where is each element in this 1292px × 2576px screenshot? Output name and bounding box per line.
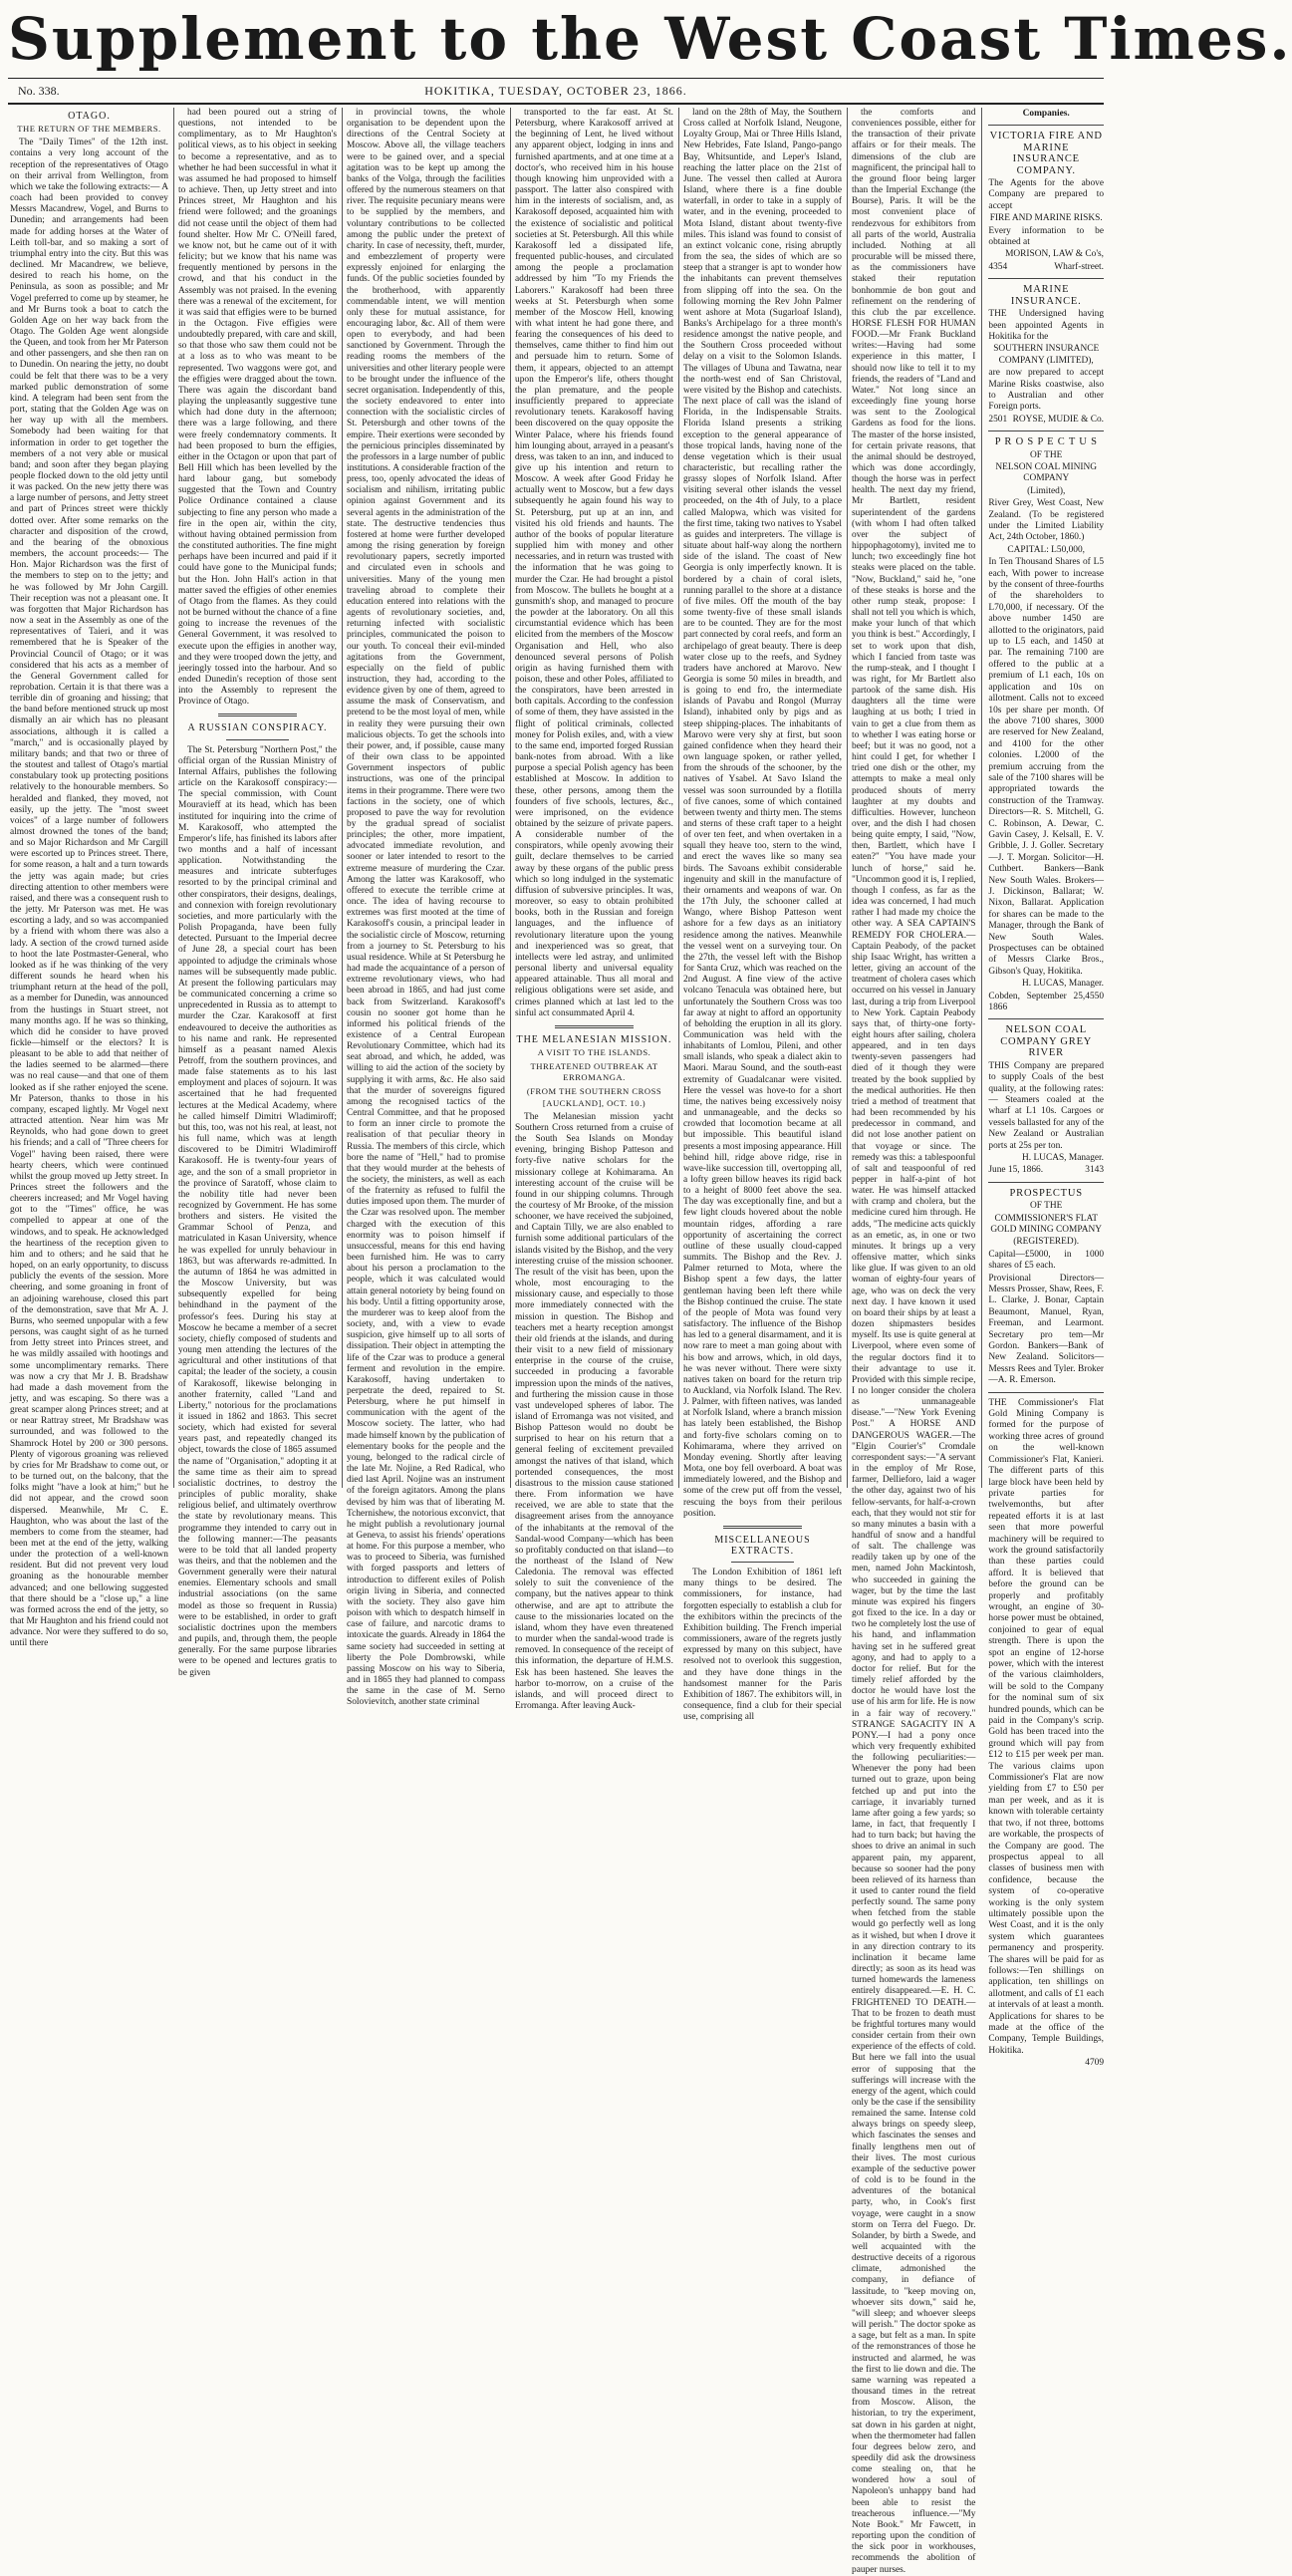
advertisements-column: [988, 108, 1105, 2069]
issue-date: HOKITIKA, TUESDAY, OCTOBER 23, 1866.: [424, 84, 687, 98]
ad-agent: MORISON, LAW & Co's,: [1005, 249, 1105, 260]
article-source: (FROM THE SOUTHERN CROSS [AUCKLAND], OCT. 10.): [526, 1086, 662, 1108]
ad-body: River Grey, West Coast, New Zealand. (To be registered under the Limited Liability Act, 24th October, 1860.): [988, 498, 1105, 543]
column-3: [347, 108, 505, 1708]
ad-commissioners-flat: [988, 1188, 1104, 2070]
column-5: [683, 108, 842, 1723]
ad-agent: ROYSE, MUDIE & Co.: [1012, 414, 1105, 425]
masthead-title: Supplement to the West Coast Times.: [8, 5, 1292, 73]
ad-number: 3143: [1085, 1165, 1105, 1176]
column-1: [10, 108, 168, 1649]
column-rule: [510, 108, 511, 1488]
ad-body: The Agents for the above Company are prepared to accept: [988, 178, 1105, 211]
ad-subtitle: OF THE: [1030, 449, 1063, 460]
ad-manager: H. LUCAS, Manager.: [1021, 1152, 1105, 1163]
article-divider: [731, 1562, 795, 1563]
ad-number: 4550: [1085, 991, 1105, 1002]
ad-marine-insurance: [988, 284, 1104, 426]
ad-capital: Capital—£5000, in 1000 shares of £5 each.: [988, 1249, 1105, 1272]
ad-company: SOUTHERN INSURANCE COMPANY (LIMITED),: [993, 344, 1100, 366]
column-6-7: [852, 108, 1105, 2575]
ad-company: COMMISSIONER'S FLAT GOLD MINING COMPANY: [990, 1213, 1103, 1235]
ad-divider: [988, 125, 1104, 126]
article-heading-miscellaneous: MISCELLANEOUS EXTRACTS.: [714, 1534, 811, 1557]
article-heading-otago: OTAGO.: [68, 111, 111, 122]
ad-divider: [988, 1182, 1104, 1183]
article-text-melanesian: The Melanesian mission yacht Southern Cross returned from a cruise of the South Sea Islands on Monday evening, bringing Bishop Patteson and forty-five native scholars for the missionary college at Kohimarama. An interesting account of the cruise will be found in our shipping columns. Through the courtesy of Mr Brooke, of the mission schooner, we have received the subjoined, and Captain Tilly, we are also enabled to furnish some additional particulars of the islands visited by the Bishop, and the very interesting cruise of the mission schooner. The result of the visit has been, upon the whole, most encouraging to the missionary cause, and especially to those more immediately connected with the mission in question. The Bishop and teachers met a hearty reception amongst their old friends at the islands, and during their visit to a new field of missionary enterprise in the course of the cruise, succeeded in producing a favorable impression upon the minds of the natives, and furthering the mission cause in those vast undeveloped spheres of labor. The island of Erromanga was not visited, and Bishop Patteson would no doubt be surprised to hear on his return that a general feeling of excitement prevailed amongst the natives of that island, which portended consequences, the most disastrous to the mission cause stationed there. From information we have received, we are able to state that the disagreement arises from the annoyance of the inhabitants at the removal of the Sandal-wood Company—which has been so profitably conducted on that island—to the northeast of the Island of New Caledonia. The removal was effected solely to suit the convenience of the company, but the natives appear to think otherwise, and are apt to attribute the cause to the missionaries located on the island, whom they have even threatened to murder when the sandal-wood trade is removed. In consequence of the receipt of this information, the departure of H.M.S. Esk has been hastened. She leaves the harbor to-morrow, on a cruise of the islands, and will proceed direct to Erromanga. After leaving Auck-: [515, 1111, 673, 1712]
ad-address: Wharf-street.: [1054, 261, 1105, 272]
ad-date: Cobden, September 25, 1866: [988, 991, 1086, 1013]
column-rule: [342, 108, 343, 1488]
ad-manager: H. LUCAS, Manager.: [1021, 979, 1105, 990]
ad-date: June 15, 1866.: [988, 1165, 1044, 1176]
ad-body: Provisional Directors—Messrs Prosser, Shaw, Rees, F. L. Clarke, J. Bonar, Captain Beaumont, Manuel, Ryan, Freeman, and Learmont. Secretary pro tem—Mr Gordon. Bankers—Bank of New Zealand. Solicitors—Messrs Rees and Tyler. Broker—A. R. Emerson.: [988, 1273, 1105, 1386]
ad-nelson-prospectus: [988, 436, 1104, 1013]
columns: [8, 108, 1105, 2575]
article-subheading-outbreak: THREATENED OUTBREAK AT ERROMANGA.: [530, 1061, 658, 1083]
ad-number: 2501: [988, 414, 1008, 425]
ad-risks: FIRE AND MARINE RISKS.: [989, 213, 1103, 224]
article-heading-russian: A RUSSIAN CONSPIRACY.: [187, 722, 328, 734]
ad-body: In Ten Thousand Shares of L5 each, With power to increase by the consent of three-fourths of the shareholders to L70,000, if necessary. Of the above number 1450 are allotted to the originators, paid up to L5 each, and 1450 at par. The remaining 7100 are offered to the public at a premium of L1 each, 10s on application and 10s on allotment. Calls not to exceed 10s per share per month. Of the above 7100 shares, 3000 are reserved for New Zealand, and 4100 for the other colonies. L2000 of the premium accruing from the sale of the 7100 shares will be appropriated towards the construction of the Tramway. Directors—R. S. Mitchell, G. C. Robinson, A. Dewar, C. Gavin Casey, J. Kelsall, E. V. Gribble, J. J. Goller. Secretary—J. T. Morgan. Solicitor—H. Cuthbert. Bankers—Bank New South Wales. Brokers—J. Dickinson, Ballarat; W. Nixon, Ballarat. Application for shares can be made to the Manager, through the Bank of New South Wales. Prospectuses can be obtained of Messrs Clarke Bros., Gibson's Quay, Hokitika.: [988, 557, 1105, 977]
column-rule: [678, 108, 679, 1488]
ad-nelson-coal: [988, 1024, 1104, 1176]
ad-title: PROSPECTUS: [1009, 1187, 1083, 1199]
ad-divider: [988, 278, 1104, 279]
article-divider: [723, 1526, 803, 1529]
article-divider: [226, 739, 290, 740]
ad-divider: [988, 1392, 1104, 1393]
ad-title: VICTORIA FIRE AND MARINE INSURANCE COMPANY.: [989, 131, 1103, 176]
ad-divider: [988, 430, 1104, 431]
issue-number: No. 338.: [18, 84, 60, 98]
ad-capital: CAPITAL: L50,000,: [1007, 544, 1086, 555]
ad-subtitle: OF THE: [1030, 1201, 1063, 1212]
ad-registered: (REGISTERED).: [1013, 1237, 1080, 1248]
ad-info: Every information to be obtained at: [988, 225, 1105, 248]
ad-victoria-insurance: [988, 131, 1104, 273]
ad-body: THIS Company are prepared to supply Coals of the best quality, at the following rates:— Steamers coaled at the wharf at L1 10s. Cargoes or vessels ballasted for any of the New Zealand or Australian ports at 25s per ton.: [988, 1060, 1105, 1151]
ad-number: 4709: [1085, 2058, 1105, 2069]
column-6: [852, 108, 976, 2575]
article-subheading-visit: A VISIT TO THE ISLANDS.: [537, 1046, 651, 1057]
column-rule: [173, 108, 174, 1488]
article-text-otago: The "Daily Times" of the 12th inst. contains a very long account of the reception of the representatives of Otago on their arrival from Wellington, from which we take the following extracts:— A coach had been provided to convey Messrs Macandrew, Vogel, and Burns to Dunedin; and arrangements had been made for adding horses at the Water of Leith toll-bar, and so making a sort of triumphal entry into the city. But this was declined. Mr Macandrew, we believe, desired to reach his home, on the Peninsula, as soon as possible; and Mr Vogel preferred to come up by steamer, he and Mr Burns took a boat to catch the Golden Age on her way back from the Otago. The Golden Age went alongside the Queen, and took from her Mr Paterson and other passengers, and she then ran on to Dunedin. On nearing the jetty, no doubt could be felt that there was to be a very marked public demonstration of some kind. A telegram had been sent from the port, stating that the Golden Age was on her way up with all the members. Somebody had been waiting for that information in order to get together the members of a not very able or musical band; and soon after they began playing people flocked down to the old jetty until it was packed. On the new jetty there was a large number of persons, and Jetty street and part of Princes street were thickly dotted over. After some remarks on the character and disposition of the crowd, and the bearing of the obnoxious members, the account proceeds:— The Hon. Major Richardson was the first of the members to step on to the jetty; and he was followed by Mr John Cargill. Their reception was not a pleasant one. It was forgotten that Major Richardson has now a seat in the Assembly as one of the representatives of Taieri, and it was remembered that he is Speaker of the Provincial Council of Otago; or it was considered that his acts as a member of the General Government called for reprobation. Certain it is that there was a terrible din of groaning and hissing; that the band before mentioned struck up most dismally an air which has no pleasant associations, although it is called a "march," and is occasionally played by military bands; and that two or three of the stoutest and tallest of Otago's martial constabulary took up protecting positions relatively to the honourable members. So heralded and flanked, they moved, not easily, up the jetty. The "most sweet voices" of a large number of followers almost drowned the tones of the band; and so Major Richardson and Mr Cargill were escorted up to Princes street. There, for some reason, a halt and a turn towards the jetty was again made; but cries directing attention to other members were raised, and there was a consequent rush to the jetty. Mr Paterson was met. He was escorting a lady, and so was accompanied by a friend with whom there was also a lady. A section of the crowd turned aside to hoot the late Postmaster-General, who looked as if he was thinking of the very different sounds he heard when his triumphant return at the head of the poll, as a member for Dunedin, was announced from the hustings in Stuart street, not many months ago. If he was so thinking, which did he consider to have proved fickle—himself or the electors? It is pleasant to be able to add that neither of the ladies seemed to be alarmed—there was no real cause—and that one of them looked as if she rather enjoyed the scene. Mr Paterson, thanks to those in his company, escaped lightly. Mr Vogel next attracted attention. Near him was Mr Reynolds, who had gone down to greet his friends; and a call of "Three cheers for Vogel" having been raised, there were hearty cheers, which were continued whilst the group moved up Jetty street. In Princes street the followers and the cheerers increased; and Mr Vogel having got to the "Times" office, he was compelled to appear at one of the windows, and to speak. He acknowledged the heartiness of the reception given to him and to others; and he said that he hoped, on an early opportunity, to discuss publicly the events of the session. More cheering, and some groaning in front of an adjoining warehouse, closed this part of the demonstration, save that Mr A. J. Burns, who seemed unpopular with a few persons, was caught sight of as he turned from Jetty street into Princes street, and he was mildly assailed with hootings and some uncomplimentary remarks. There was now a cry that Mr J. B. Bradshaw had made a dash movement from the jetty, and was escaping. So there was a great scamper along Princes street; and at or near Rattray street, Mr Bradshaw was surrounded, and was followed to the Shamrock Hotel by 200 or 300 persons. Plenty of vigorous groaning was relieved by cries for Mr Bradshaw to come out, or to be turned out, on the balcony, that the folks might "have a look at him;" but he did not appear, and the crowd soon dispersed. Meanwhile, Mr C. E. Haughton, who was about the last of the members to come from the steamer, had been met at the end of the jetty, walking under the protection of a well-known resident. But did not prevent very loud groaning as the honourable member advanced; and one bellowing suggested that there should be a "close up," a line was formed across the end of the jetty, so that Mr Haughton and his friend could not advance. Nor were they suffered to do so, until there: [10, 138, 168, 1649]
ad-number: 4354: [988, 261, 1008, 272]
ad-title: MARINE INSURANCE.: [1010, 284, 1082, 307]
article-divider: [555, 1025, 635, 1028]
column-rule: [981, 108, 982, 1488]
article-text-russian-end: transported to the far east. At St. Petersburg, where Karakosoff arrived at the beginning of Lent, he lived without any apparent object, lodging in inns and furnished apartments, and at one time at a doctor's, who received him in his house though knowing him unprovided with a passport. The latter also conspired with him in the interests of socialism, and, as Karakosoff deposed, acquainted him with the existence of socialistic and political societies at St. Petersburgh. All this while Karakosoff led a dissipated life, frequented public-houses, and circulated among the people a proclamation addressed by him "To my Friends the Laborers." Karakosoff had been three weeks at St. Petersburgh when some member of the Moscow Hell, knowing with what intent he had gone there, and fearing the consequences of his deed to themselves, came thither to find him out and persuade him to return. Some of them, it appears, objected to an attempt upon the Emperor's life, others thought the plan premature, and the people insufficiently prepared to appreciate revolutionary tenets. Karakosoff having been discovered on the quay opposite the Winter Palace, where his friends found him lounging about, arrayed in a peasant's dress, was taken to an inn, and induced to give up his intention and return to Moscow. A week after Good Friday he actually went to Moscow, but a few days subsequently he again found his way to St. Petersburg, put up at an inn, and visited his old friends and haunts. The author of the books of popular literature supplied him with money and other necessaries, and in return was trusted with the information that he was going to murder the Czar. He had brought a pistol from Moscow. The bullets he bought at a gunsmith's shop, and managed to procure the powder at the laboratory. On all this circumstantial evidence which has been elicited from the members of the Moscow Organisation and Hell, who also denounced several persons of Polish origin as having furnished them with poison, these and other Poles, affiliated to the conspirators, have been arrested in both capitals. According to the confession of some of them, they have assisted in the flight of political criminals, collected money for Polish exiles, and, with a view to the same end, imported forged Russian bank-notes from abroad. With a like purpose a special Polish agency has been established at Moscow. In addition to these, other persons, among them the founders of five schools, lectures, &c., were imprisoned, on the evidence obtained by the seizure of private papers. A considerable number of the conspirators, while openly avowing their guilt, declare themselves to be carried away by these organs of the public press which so long indulged in the systematic diffusion of subversive principles. It was, moreover, so easy to obtain prohibited books, both in the Russian and foreign languages, and the influence of revolutionary literature upon the young and inexperienced was so great, that intellects were led astray, and unlimited personal liberty and universal equality appeared attainable. Thus all moral and religious obligations were set aside, and crimes planned which at last led to the sinful act consummated April 4.: [515, 108, 673, 1018]
article-text-melanesian-cont: land on the 28th of May, the Southern Cross called at Norfolk Island, Neugone, Loyalty Group, Mai or Three Hills Island, New Hebrides, Fate Island, Pango-pango Bay, Whitsuntide, and Leper's Island, reaching the latter place on the 21st of June. The vessel then called at Aurora Island, where there is a fine double waterfall, in order to take in a supply of water, and in the evening, proceeded to Mota Island, distant about twenty-five miles. This island was found to consist of an extinct volcanic cone, rising abruptly from the sea, the sides of which are so steep that a stranger is apt to wonder how the inhabitants can prevent themselves from slipping off into the sea. On the following morning the Rev John Palmer went ashore at Mota (Sugarloaf Island), Banks's Archipelago for a three month's residence amongst the native people, and the Southern Cross proceeded without delay on a visit to the Solomon Islands. The villages of Ubuna and Tawatna, near the north-west end of San Christoval, were visited by the Bishop and catechists. The next place of call was the island of Florida, in the Indispensable Straits. Florida Island presents a striking exception to the general appearance of those tropical lands, having none of the dense vegetation which is their usual characteristic, but recalling rather the grassy slopes of Norfolk Island. After visiting several other islands the vessel proceeded, on the 4th of July, to a place called Malopwa, which was visited for the first time, taking two natives to Ysabel as guides and interpreters. The village is situate about half-way along the northern side of the island. The coast of New Georgia is only imperfectly known. It is bordered by a chain of coral islets, running parallel to the shore at a distance of five miles. Off the mouth of the bay some twenty-five of these small islands are to be counted. They are for the most part connected by coral reefs, and form an archipelago of great beauty. There is deep water close up to the reefs, and Sydney traders have anchored at Marovo. New Georgia is some 50 miles in breadth, and is going to end fro, the intermediate islands of Pavabu and Rongol (Murray Island), inhabited only by pigs and as steep shipping-places. The inhabitants of Marovo were very shy at first, but soon gained confidence when they heard their own language spoken, or rather yelled, from the shrouds of the schooner, by the natives of Ysabel. At Savo Island the vessel was soon surrounded by a flotilla of five canoes, some of which contained between twenty and thirty men. The stems and sterns of these craft taper to a height of over ten feet, and when overtaken in a squall they heave too, stern to the wind, and erect the waves like so many sea birds. The Savoans exhibit considerable ingenuity and skill in the manufacture of their ornaments and weapons of war. On the 17th July, the schooner called at Wango, where Bishop Patteson went ashore for a few days as an initiatory residence among the natives. Meanwhile the vessel went on a surveying tour. On the 27th, the vessel left with the Bishop for Santa Cruz, which was reached on the 2nd August. A fine view of the active volcano Tenacula was obtained here, but unfortunately the Southern Cross was too far away at night to afford an opportunity of beholding the eruption in all its glory. Communication was held with the inhabitants of Lomlou, Pileni, and other small islands, who speak a dialect akin to Maori. Marau Sound, and the south-east extremity of Guadalcanar were visited. Here the vessel was hove-to for a short time, the natives being excessively noisy and unmanageable, and the decks so crowded that locomotion became at all but impossible. This beautiful island presents a most imposing appearance. Hill behind hill, ridge above ridge, rise in wave-like succession till, overtopping all, a lofty green billow heaves its rigid back to a height of 8000 feet above the sea. The day was exceptionally fine, and but a few light clouds hovered about the noble mountain ridges, affording a rare opportunity of ascertaining the correct outline of these usually cloud-capped summits. The Bishop and the Rev. J. Palmer returned to Mota, where the Bishop spent a few days, the latter gentleman having been left there while the Bishop continued the cruise. The state of the people of Mota was found very satisfactory. The influence of the Bishop has led to a general disarmament, and it is now rare to meet a man going about with his bow and arrows, which, in old days, he was never without. There were sixty natives taken on board for the return trip to Auckland, via Norfolk Island. The Rev. J. Palmer, with fifteen natives, was landed at Norfolk Island, where a branch mission has lately been established, the Bishop and forty-five scholars coming on to Kohimarama, where they arrived on Monday evening. Shortly after leaving Mota, one boy fell overboard. A boat was immediately lowered, and the Bishop and some of the crew put off from the vessel, rescuing the boys from their perilous position.: [683, 108, 842, 1519]
article-subheading-otago: THE RETURN OF THE MEMBERS.: [17, 124, 161, 135]
article-text-russian-cont: in provincial towns, the whole organisation to be dependent upon the directions of the Central Society at Moscow. Above all, the village teachers were to be gained over, and a special agitation was to be kept up among the banks of the Volga, through the facilities offered by the numerous steamers on that river. The requisite pecuniary means were to be supplied by the members, and voluntary contributions to be collected among the public under the pretext of charity. In case of necessity, theft, murder, and embezzlement of property were expressly enjoined for enlarging the funds. Of the public societies founded by the brotherhood, with apparently commendable intent, we will mention only these for mutual assistance, for encouraging labor, &c. All of them were open to everybody, and had been sanctioned by Government. Through the reading rooms the members of the universities and other literary people were to be brought under the influence of the secret organisation. Independently of this, the society endeavored to enter into connection with the socialistic circles of St. Petersburgh and other towns of the empire. Their exertions were seconded by the pernicious principles disseminated by the professors in a large number of public institutions. A considerable fraction of the press, too, openly advocated the ideas of socialism and nihilism, irritating public opinion against Government and its several agents in the administration of the state. The destructive tendencies thus fostered at home were further developed among the rising generation by foreign revolutionary papers, secretly imported and circulated even in schools and universities. Many of the young men traveling abroad to complete their education entered into relations with the agents of revolutionary societies, and, returning infected with socialistic principles, communicated the poison to our youth. To conceal their evil-minded agitations from the Government, especially on the field of public instruction, they had, according to the evidence given by one of them, agreed to assume the mask of Conservatism, and pretend to be the most loyal of men, while in reality they were pursuing their own malicious objects. To get the schools into their power, and, if possible, cause many of their own class to be appointed Government inspectors of public instructions, was one of the principal items in their programme. There were two factions in the society, one of which proposed to pave the way for revolution by the gradual spread of socialist principles; the other, more impatient, advocated immediate revolution, and sooner or later intended to resort to the extreme measure of murdering the Czar. Among the latter was Karakosoff, who offered to execute the terrible crime at once. The idea of having recourse to extremes was first mooted at the time of Karakosoff's cousin, a principal leader in the socialistic circle of Moscow, returning from a journey to St. Petersburg to his usual residence. While at St Petersburg he had made the acquaintance of a person of extreme revolutionary views, who had been abroad in 1865, and had just come back from Switzerland. Karakosoff's cousin no sooner got home than he informed his political friends of the existence of a Central European Revolutionary Committee, which had its seat abroad, and which, he added, was willing to aid the action of the society by supplying it with arms, &c. He also said that the murder of sovereigns figured among the recognised tactics of the Central Committee, and that he proposed to form an inner circle to promote the realisation of that peculiar theory in Russia. The members of this circle, which bore the name of "Hell," had to promise that they would murder at the behests of the society, the ministers, as well as each of the fraternity as refused to fulfil the duties imposed upon them. The murder of the Czar was resolved upon. The member charged with the execution of this enormity was to poison himself if unsuccessful, means for this end having been furnished him. He was to carry about his person a proclamation to the people, which it was calculated would attain general notoriety by being found on his body. Until a fitting opportunity arose, the murderer was to keep aloof from the society, and, with a view to evade suspicion, give himself up to all sorts of dissipation. Their object in attempting the life of the Czar was to produce a general ferment and revolution in the empire. Karakosoff, having undertaken to perpetrate the deed, repaired to St. Petersburg, where he put himself in communication with the agent of the Moscow society. The latter, who had made himself known by the publication of elementary books for the people and the young, belonged to the radical circle of the late Mr. Nojine, a Red Radical, who died last April. Nojine was an instrument of the foreign agitators. Among the plans devised by him was that of liberating M. Tchernishew, the notorious exconvict, that he might publish a revolutionary journal at Geneva, to assist his friends' operations at home. For this purpose a member, who was to proceed to Siberia, was furnished with forged passports and letters of introduction to different exiles of Polish origin living in Siberia, and connected with the society. They also gave him poison with which to despatch himself in case of failure, and narcotic drams to intoxicate the guards. Already in 1864 the same society had succeeded in setting at liberty the Pole Dombrowski, while passing Moscow on his way to Siberia, and in 1865 they had planned to compass the same in the case of M. Serno Solovievitch, another state criminal: [347, 108, 505, 1708]
newspaper-page: [8, 0, 1292, 2575]
article-text-miscellaneous: The London Exhibition of 1861 left many things to be desired. The commissioners, for instance, had forgotten especially to establish a club for the exhibitors within the precincts of the Exhibition building. The French imperial commissioners, aware of the regrets justly expressed by many on this subject, have resolved not to overlook this suggestion, and they have done things in the handsomest manner for the Paris Exhibition of 1867. The exhibitors will, in consequence, find a club for their special use, comprising all: [683, 1568, 842, 1723]
ad-body: THE Undersigned having been appointed Agents in Hokitika for the: [988, 309, 1105, 342]
column-rule: [847, 108, 848, 1488]
ad-limited: (Limited),: [1027, 485, 1066, 496]
section-heading-companies: Companies.: [1022, 109, 1070, 119]
article-divider: [218, 714, 298, 716]
column-2: [178, 108, 337, 1678]
column-4: [515, 108, 673, 1712]
article-text-russian: The St. Petersburg "Northern Post," the official organ of the Russian Ministry of Internal Affairs, publishes the following article on the Karakosoff conspiracy:— The special commission, with Count Mouravieff at its head, which has been instituted for inquiring into the crime of M. Karakosoff, who attempted the Emperor's life, has finished its labors after two months and a half of incessant application. Notwithstanding the measures and intricate subterfuges resorted to by the principal criminal and other conspirators, their designs, dealings, and connexion with foreign revolutionary societies, and more particularly with the Polish Propaganda, have been fully detected. Pursuant to the Imperial decree of June 28, a special court has been appointed to adjudge the criminals whose names will be subsequently made public. At present the following particulars may be communicated concerning a crime so unprecedented in Russia as to attempt to murder the Czar. Karakosoff at first endeavoured to deceive the authorities as to his name and rank. He represented himself as a peasant named Alexis Petroff, from the southern provinces, and made false statements as to his last employment and places of sojourn. It was ascertained that he had frequented lectures at the Medical Academy, where he called himself Dimitri Wladimiroff; but this, too, was not his real, at least, not his full name, which was at length discovered to be Dimitri Wladimiroff Karakosoff. He is twenty-four years of age, and the son of a small proprietor in the province of Saratoff, whose claim to the nobility title had never been recognized by Government. He has some brothers and sisters. He visited the Grammar School of Penza, and matriculated in Kasan University, whence he was expelled for unruly behaviour in 1863, but was afterwards re-admitted. In the autumn of 1864 he was admitted in the Moscow University, but was subsequently expelled for being behindhand in the payment of the professor's fees. During his stay at Moscow he became a member of a secret society, chiefly composed of students and young men attending the lectures of the agricultural and other institutions of that capital; the leader of the society, a cousin of Karakosoff, likewise belonging in another fraternity, called "Land and Liberty," notorious for the proclamations it issued in 1862 and 1863. This secret society, which had existed for several years past, and repeatedly changed its object, towards the close of 1865 assumed the name of "Organisation," adopting it at the same time as their aim to spread socialistic doctrines, to destroy the principles of public morality, shake religious belief, and ultimately overthrow the state by revolutionary means. This programme they intended to carry out in the following manner:—The peasants were to be told that all landed property was theirs, and that the noblemen and the Government generally were their natural enemies. Elementary schools and small industrial associations (on the same model as those so frequent in Russia) were to be established, in order to graft socialistic doctrines upon the members and pupils, and, through them, the people generally. For the same purpose libraries were to be opened and lectures gratis to be given: [178, 744, 337, 1678]
ad-body: are now prepared to accept Marine Risks coastwise, also to Australian and other Foreign ports.: [988, 368, 1105, 413]
dateline: [8, 78, 1104, 105]
ad-body: THE Commissioner's Flat Gold Mining Company is formed for the purpose of working three acres of ground on the well-known Commissioner's Flat, Kanieri. The different parts of this large block have been held by private parties for twelvemonths, but after repeated efforts it is at last seen that more powerful machinery will be required to work the ground satisfactorily than these parties could afford. It is believed that before the ground can be properly and profitably wrought, an engine of 30-horse power must be obtained, conjoined to gear of equal strength. There is upon the spot an engine of 12-horse power, which with the interest of the various claimholders, will be sold to the Company for the nominal sum of six hundred pounds, which can be paid in the Company's scrip. Gold has been traced into the ground which will pay from £12 to £15 per week per man. The various claims upon Commissioner's Flat are now yielding from £7 to £50 per man per week, and as it is known with tolerable certainty that two, if not three, bottoms are workable, the prospects of the Company are good. The prospectus appeal to all classes of business men with confidence, because the system of co-operative working is the only system ultimately possible upon the West Coast, and it is the only system which guarantees permanency and prosperity. The shares will be paid for as follows:—Ten shillings on application, ten shillings on allotment, and calls of £1 each at intervals of at least a month. Applications for shares to be made at the office of the Company, Temple Buildings, Hokitika.: [988, 1397, 1105, 2056]
article-text-miscellaneous-cont: the comforts and conveniences possible, either for the transaction of their private affairs or for their meals. The dimensions of the club are magnificent, the principal hall to the ground floor being larger than the Imperial Exchange (the Bourse), Paris. It will be the most convenient place of rendezvous for exhibitors from all parts of the world, Australia included. Nothing at all procurable will be missed there, as the commissioners have staked their reputation bonhommie de bon gout and refinement on the rendering of this club the par excellence. HORSE FLESH FOR HUMAN FOOD.—Mr Frank Buckland writes:—Having had some experience in this matter, I should now like to tell it to my friends, the readers of "Land and Water." Not long since an exceedingly fine young horse was sent to the Zoological Gardens as food for the lions. The master of the horse insisted, for certain private reasons, that the animal should be destroyed, which was done accordingly, though the horse was in perfect health. The next day my friend, Mr Bartlett, resident superintendent of the gardens (with whom I had often talked over the subject of hippophagotomy), invited me to lunch; two exceedingly fine hot steaks were placed on the table. "Now, Buckland," said he, "one of these steaks is horse and the other rump steak, propose: I shall not tell you which is which, make your lunch of that which you think is best." Accordingly, I set to work upon that dish, which I fancied from taste was the rump-steak, and I thought I was right, for Mr Bartlett also partook of the same dish. His daughters all the time were laughing at us both; I tried in vain to get a clue from them as to whether I was eating horse or beef; but it was no good, not a hint could I get, for whether I tried one dish or the other, my attempts to make a meal only produced shouts of merry laughter at my doubts and difficulties. However, luncheon over, and the dish I had chosen being quite empty, I said, "Now, then, Bartlett, which have I eaten?" "You have made your lunch of horse," said he. "Uncommon good it is, I replied, though I confess, as far as the idea was concerned, I had much rather I had made my choice the other way. A SEA CAPTAIN'S REMEDY FOR CHOLERA.—Captain Peabody, of the packet ship Isaac Wright, has written a letter, giving an account of the treatment of cholera cases which occurred on his vessel in January last, during a trip from Liverpool to New York. Captain Peabody says that, of thirty-one forty-eight hours after sailing, cholera appeared, and in ten days twenty-seven passengers had died of it though they were treated by the book supplied by the medical authorities. He then tried a method of treatment that had been recommended by his predecessor in command, and did not lose another patient on that voyage or since. The remedy was this: a tablespoonful of salt and teaspoonful of red pepper in half-a-pint of hot water. He was himself attacked with cramp and cholera, but the medicine cured him through. He adds, "The medicine acts quickly as an emetic, as, in one or two minutes. It brings up a very offensive matter, which sinks like glue. If was given to an old woman of eighty-four years of age, who was on deck the very next day. I have known it used on board their ships by at least a dozen shipmasters besides myself. Its use is quite general at Liverpool, where even some of the regular doctors find it to their advantage to use it. Provided with this simple recipe, I no longer consider the cholera as unmanageable disease."—"New York Evening Post." A HORSE AND DANGEROUS WAGER.—The "Elgin Courier's" Cromdale correspondent says:—"A servant in the employ of Mr Rose, farmer, Dellieforo, laid a wager the other day, against two of his fellow-servants, for half-a-crown each, that they would not stir for so many minutes a basin with a handful of snow and a handful of salt. The challenge was readily taken up by one of the men, named John Mackintosh, who succeeded in gaining the wager, but by the time the last minute was expired his fingers got fixed to the ice. In a day or two he completely lost the use of his hand, and inflammation having set in he suffered great agony, and had to apply to a doctor for relief. But for the timely relief afforded by the doctor he would have lost the use of his arm for life. He is now in a fair way of recovery." STRANGE SAGACITY IN A PONY.—I had a pony once which very frequently exhibited the following peculiarities:—Whenever the pony had been turned out to graze, upon being fetched up and put into the carriage, it invariably turned lame after going a few yards; so lame, in fact, that frequently I had to turn back; but having the shoes to drive an animal in such apparent pain, my apparent, because so sooner had the pony been relieved of its harness than it used to canter round the field perfectly sound. The same pony when fetched from the stable would go perfectly well as long as it wished, but when I drove it in any direction contrary to its inclination it became lame directly; as soon as its head was turned homewards the lameness entirely disappeared.—E. H. C. FRIGHTENED TO DEATH.—That to be frozen to death must be frightful tortures many would consider certain from their own experience of the effects of cold. But here we fall into the usual error of supposing that the sufferings will increase with the energy of the agent, which could only be the case if the sensibility remained the same. Intense cold always brings on speedy sleep, which fascinates the senses and finally lengthens men out of their lives. The most curious example of the seductive power of cold is to be found in the adventures of the botanical party, who, in Cook's first voyage, were caught in a snow storm on Terra del Fuego. Dr. Solander, by birth a Swede, and well acquainted with the destructive deceits of a rigorous climate, admonished the company, in defiance of lassitude, to "keep moving on, whoever sits down," said he, "will sleep; and whoever sleeps will perish." The doctor spoke as a sage, but felt as a man. In spite of the remonstrances of those he instructed and alarmed, he was the first to lie down and die. The same warning was repeated a thousand times in the retreat from Moscow. Alison, the historian, to try the experiment, sat down in his garden at night, when the thermometer had fallen four degrees below zero, and speedily did ask the drowsiness come stealing on, that he wondered how a soul of Napoleon's unhappy band had been able to resist the treacherous influence.—"My Note Book." Mr Fawcett, in reporting upon the condition of the sick poor in workhouses, recommends the abolition of pauper nurses.: [852, 108, 976, 2575]
ad-company: NELSON COAL MINING COMPANY: [995, 461, 1098, 484]
article-text-otago-cont: had been poured out a string of questions, not intended to be complimentary, as to Mr Haughton's political views, as to his object in seeking to become a representative, and as to whether he had been successful in what it was assumed he had proposed to himself to achieve. Then, up Jetty street and into Princes street, Mr Haughton and his friend were followed; and the groanings did not cease until the object of them had found shelter. How Mr C. O'Neill fared, we know not, but he came out of it with felicity; but we know that his name was frequently mentioned by persons in the crowd, and that his conduct in the Assembly was not praised. In the evening there was a renewal of the excitement, for it was said that effigies were to be burned in the Octagon. Five effigies were undoubtedly prepared, with care and skill, so that those who saw them could not be at a loss as to who was meant to be represented. Two waggons were got, and the effigies were dragged about the town. There was again the discordant band playing the unpleasantly suggestive tune which had done duty in the afternoon; there was a large following, and there were freely condemnatory comments. It had been proposed to burn the effigies, either in the Octagon or upon that part of Bell Hill which has been levelled by the hard labour gang, but somebody suggested that the Town and Country Police Ordinance contained a clause subjecting to fine any person who made a fire in the open air, within the city, without having obtained permission from the constituted authorities. The fine might perhaps have been incurred and paid if it could have gone to the Municipal funds; but the Hon. John Hall's action in that matter saved the effigies of other enemies of Otago from the flames. As they could not be burned without the chance of a fine going to increase the revenues of the General Government, it was resolved to execute upon the effigies in another way, and they were trooped down the jetty, and jeeringly tossed into the harbour. And so ended Dunedin's reception of those sent into the Assembly to represent the Province of Otago.: [178, 108, 337, 708]
ad-title: P R O S P E C T U S: [994, 436, 1098, 448]
ad-title: NELSON COAL COMPANY GREY RIVER: [1000, 1024, 1093, 1059]
ad-divider: [988, 1018, 1104, 1019]
article-heading-melanesian: THE MELANESIAN MISSION.: [516, 1033, 672, 1045]
